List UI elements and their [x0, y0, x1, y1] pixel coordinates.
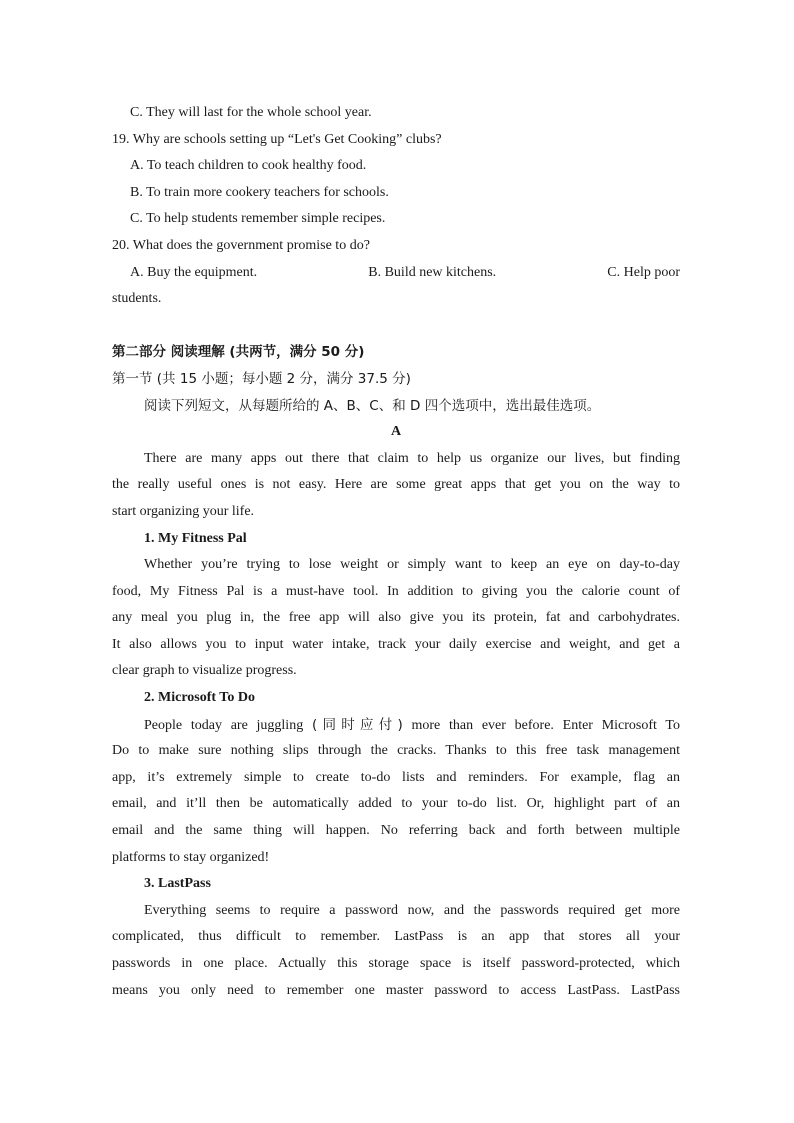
app3-line-4: means you only need to remember one master password to access LastPass. LastPass	[112, 982, 680, 998]
document-page	[112, 100, 680, 1004]
intro-line-1: There are many apps out there that claim to help us organize our lives, but finding	[144, 450, 680, 466]
app1-line-5: clear graph to visualize progress.	[112, 663, 297, 679]
intro-line-2: the really useful ones is not easy. Here are some great apps that get you on the way to	[112, 477, 680, 493]
q18-option-c: C. They will last for the whole school year.	[130, 105, 372, 120]
app3-line-1: Everything seems to require a password now, and the passwords required get more	[144, 902, 680, 918]
app1-line-1: Whether you’re trying to lose weight or simply want to keep an eye on day-to-day	[144, 557, 680, 573]
app3-line-2: complicated, thus difficult to remember. LastPass is an app that stores all your	[112, 929, 680, 945]
app2-line-4: email, and it’ll then be automatically added to your to-do list. Or, highlight part of an	[112, 796, 680, 812]
app1-heading: 1. My Fitness Pal	[144, 530, 247, 546]
q20-option-b: B. Build new kitchens.	[368, 264, 497, 280]
q20-option-c-continued: students.	[112, 291, 162, 307]
app2-line-1-end: more than ever before. Enter Microsoft To	[402, 717, 680, 733]
q19-option-b: B. To train more cookery teachers for schools.	[130, 184, 389, 200]
q20-option-a: A. Buy the equipment.	[130, 264, 258, 280]
q20-options-row	[112, 260, 680, 287]
app1-line-4: It also allows you to input water intake, track your daily exercise and weight, and get a	[112, 636, 680, 652]
part-two-title: 第二部分 阅读理解 (共两节，满分 50 分)	[112, 344, 365, 361]
app1-line-3: any meal you plug in, the free app will also give you its protein, fat and carbohydrates.	[112, 610, 680, 626]
app3-heading: 3. LastPass	[144, 876, 211, 892]
app2-line-5: email and the same thing will happen. No referring back and forth between multiple	[112, 823, 680, 839]
q19-option-c: C. To help students remember simple recipes.	[130, 211, 386, 227]
app2-heading: 2. Microsoft To Do	[144, 690, 255, 706]
passage-label: A	[390, 424, 402, 440]
section-spacer	[112, 313, 680, 340]
app2-line-2: Do to make sure nothing slips through the cracks. Thanks to this free task management	[112, 743, 680, 759]
q19-question: 19. Why are schools setting up “Let's Get Cooking” clubs?	[112, 131, 442, 147]
app2-line-6: platforms to stay organized!	[112, 849, 270, 865]
section-one-title: 第一节 (共 15 小题；每小题 2 分，满分 37.5 分)	[112, 370, 411, 387]
app2-line-3: app, it’s extremely simple to create to-do lists and reminders. For example, flag an	[112, 769, 680, 785]
q20-question: 20. What does the government promise to do?	[112, 237, 370, 253]
app2-line-1-start: People today are juggling	[144, 717, 312, 733]
intro-line-3: start organizing your life.	[112, 503, 255, 519]
app1-line-2: food, My Fitness Pal is a must-have tool. In addition to giving you the calorie count of	[112, 583, 680, 599]
q19-option-a: A. To teach children to cook healthy food.	[130, 158, 367, 174]
app2-line-1	[112, 712, 680, 739]
app2-gloss-cjk: (同时应付)	[311, 716, 403, 733]
q20-option-c: C. Help poor	[607, 264, 680, 280]
reading-instruction: 阅读下列短文，从每题所给的 A、B、C、和 D 四个选项中，选出最佳选项。	[144, 397, 601, 414]
app3-line-3: passwords in one place. Actually this storage space is itself password-protected, which	[112, 956, 680, 971]
